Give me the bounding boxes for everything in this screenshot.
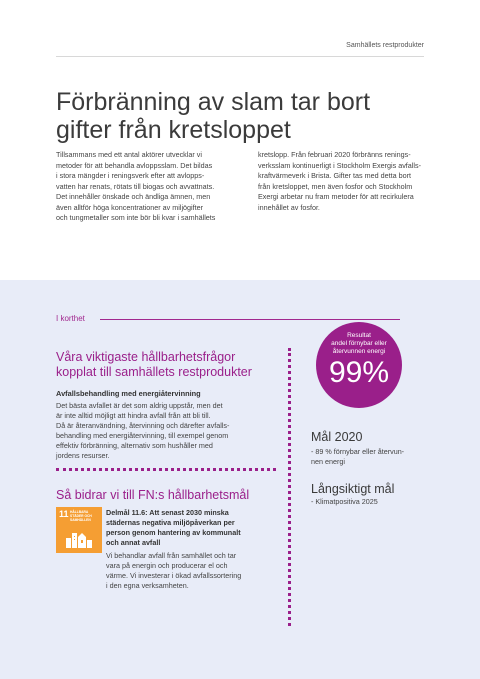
target-line: städernas negativa miljöpåverkan per	[106, 518, 235, 527]
header-rule	[56, 56, 424, 57]
body-line: Det bästa avfallet är det som aldrig uppstår, men det	[56, 401, 223, 410]
result-circle	[316, 322, 402, 408]
intro-line: även alltför höga koncentrationer av miljögifter	[56, 202, 204, 212]
sdg-title: HÅLLBARA STÄDER OCH SAMHÄLLEN	[70, 510, 92, 522]
long-term-goal-list	[311, 497, 431, 507]
heading-line: kopplat till samhällets restprodukter	[56, 365, 252, 379]
body-line: är inte alltid möjligt att hindra avfall från att bli till.	[56, 411, 211, 420]
result-label	[324, 332, 394, 356]
body-line: behandling med energiåtervinning, till exempel genom	[56, 431, 229, 440]
goal-2020-heading: Mål 2020	[311, 430, 363, 444]
heading-line: Våra viktigaste hållbarhetsfrågor	[56, 350, 236, 364]
waste-treatment-subheading: Avfallsbehandling med energiåtervinning	[56, 389, 201, 398]
target-line: Delmål 11.6: Att senast 2030 minska	[106, 508, 229, 517]
sdg-11-icon	[56, 507, 102, 553]
intro-line: innehållet av fosfor.	[258, 202, 320, 212]
long-term-goal-heading: Långsiktigt mål	[311, 482, 395, 496]
intro-line: metoder för att behandla avloppsslam. Det bildas	[56, 160, 213, 170]
body-line: jordens resurser.	[56, 451, 110, 460]
intro-line: Det innehåller önskade och ändliga ämnen, men	[56, 192, 211, 201]
intro-line: i stora mängder i reningsverk efter att avlopps-	[56, 171, 205, 180]
sdg-target-text	[106, 508, 276, 548]
intro-line: Tillsammans med ett antal aktörer utvecklar vi	[56, 150, 202, 159]
intro-line: Exergi arbetar nu fram metoder för att recirkulera	[258, 192, 414, 201]
summary-label-rule	[100, 319, 400, 320]
intro-line: vatten har renats, rötats till biogas och avvattnats.	[56, 181, 215, 191]
result-label-line: Resultat	[347, 332, 371, 339]
list-item: nen energi	[311, 457, 345, 466]
intro-line: kretslopp. Från februari 2020 förbränns renings-	[258, 150, 411, 159]
result-value: 99%	[328, 356, 390, 389]
intro-line: verksslam kontinuerligt i Stockholm Exergis avfalls-	[258, 160, 421, 170]
sdg-contribution-text	[106, 551, 278, 591]
sdg-number: 11	[59, 509, 69, 519]
intro-line: och tungmetaller som inte bör bli kvar i samhällets	[56, 213, 216, 222]
intro-right-column	[258, 150, 430, 213]
goal-2020-list	[311, 447, 431, 467]
intro-left-column	[56, 150, 228, 224]
body-line: i den egna verksamheten.	[106, 581, 189, 590]
body-line: värme. Vi investerar i ökad avfallssortering	[106, 571, 242, 580]
target-line: och annat avfall	[106, 538, 161, 547]
summary-panel	[0, 280, 480, 679]
title-line-1: Förbränning av slam tar bort	[56, 88, 371, 116]
dotted-divider-vertical	[288, 348, 291, 626]
summary-label: I korthet	[56, 314, 85, 323]
intro-line: kraftvärmeverk i Brista. Gifter tas med detta bort	[258, 171, 411, 180]
dotted-divider-horizontal	[56, 468, 276, 471]
title-line-2: gifter från kretsloppet	[56, 116, 291, 144]
target-line: person genom hantering av kommunalt	[106, 528, 241, 537]
intro-line: från kretsloppet, men även fosfor och Stockholm	[258, 181, 413, 191]
list-item: - 89 % förnybar eller återvun-	[311, 447, 405, 456]
waste-treatment-text	[56, 401, 276, 461]
result-label-line: återvunnen energi	[332, 348, 386, 355]
page-title	[56, 88, 416, 144]
sustainability-issues-heading	[56, 350, 276, 380]
body-line: Vi behandlar avfall från samhället och tar	[106, 551, 237, 560]
list-item: - Klimatpositiva 2025	[311, 497, 378, 506]
body-line: vara på energin och producerar el och	[106, 561, 228, 570]
un-goals-heading: Så bidrar vi till FN:s hållbarhetsmål	[56, 488, 250, 502]
body-line: Då är återanvändning, återvinning och därefter avfalls-	[56, 421, 230, 430]
body-line: effektiv förbränning, alternativ som hushåller med	[56, 441, 213, 450]
city-buildings-icon	[65, 529, 93, 549]
running-head: Samhällets restprodukter	[346, 42, 424, 49]
result-label-line: andel förnybar eller	[331, 340, 387, 347]
